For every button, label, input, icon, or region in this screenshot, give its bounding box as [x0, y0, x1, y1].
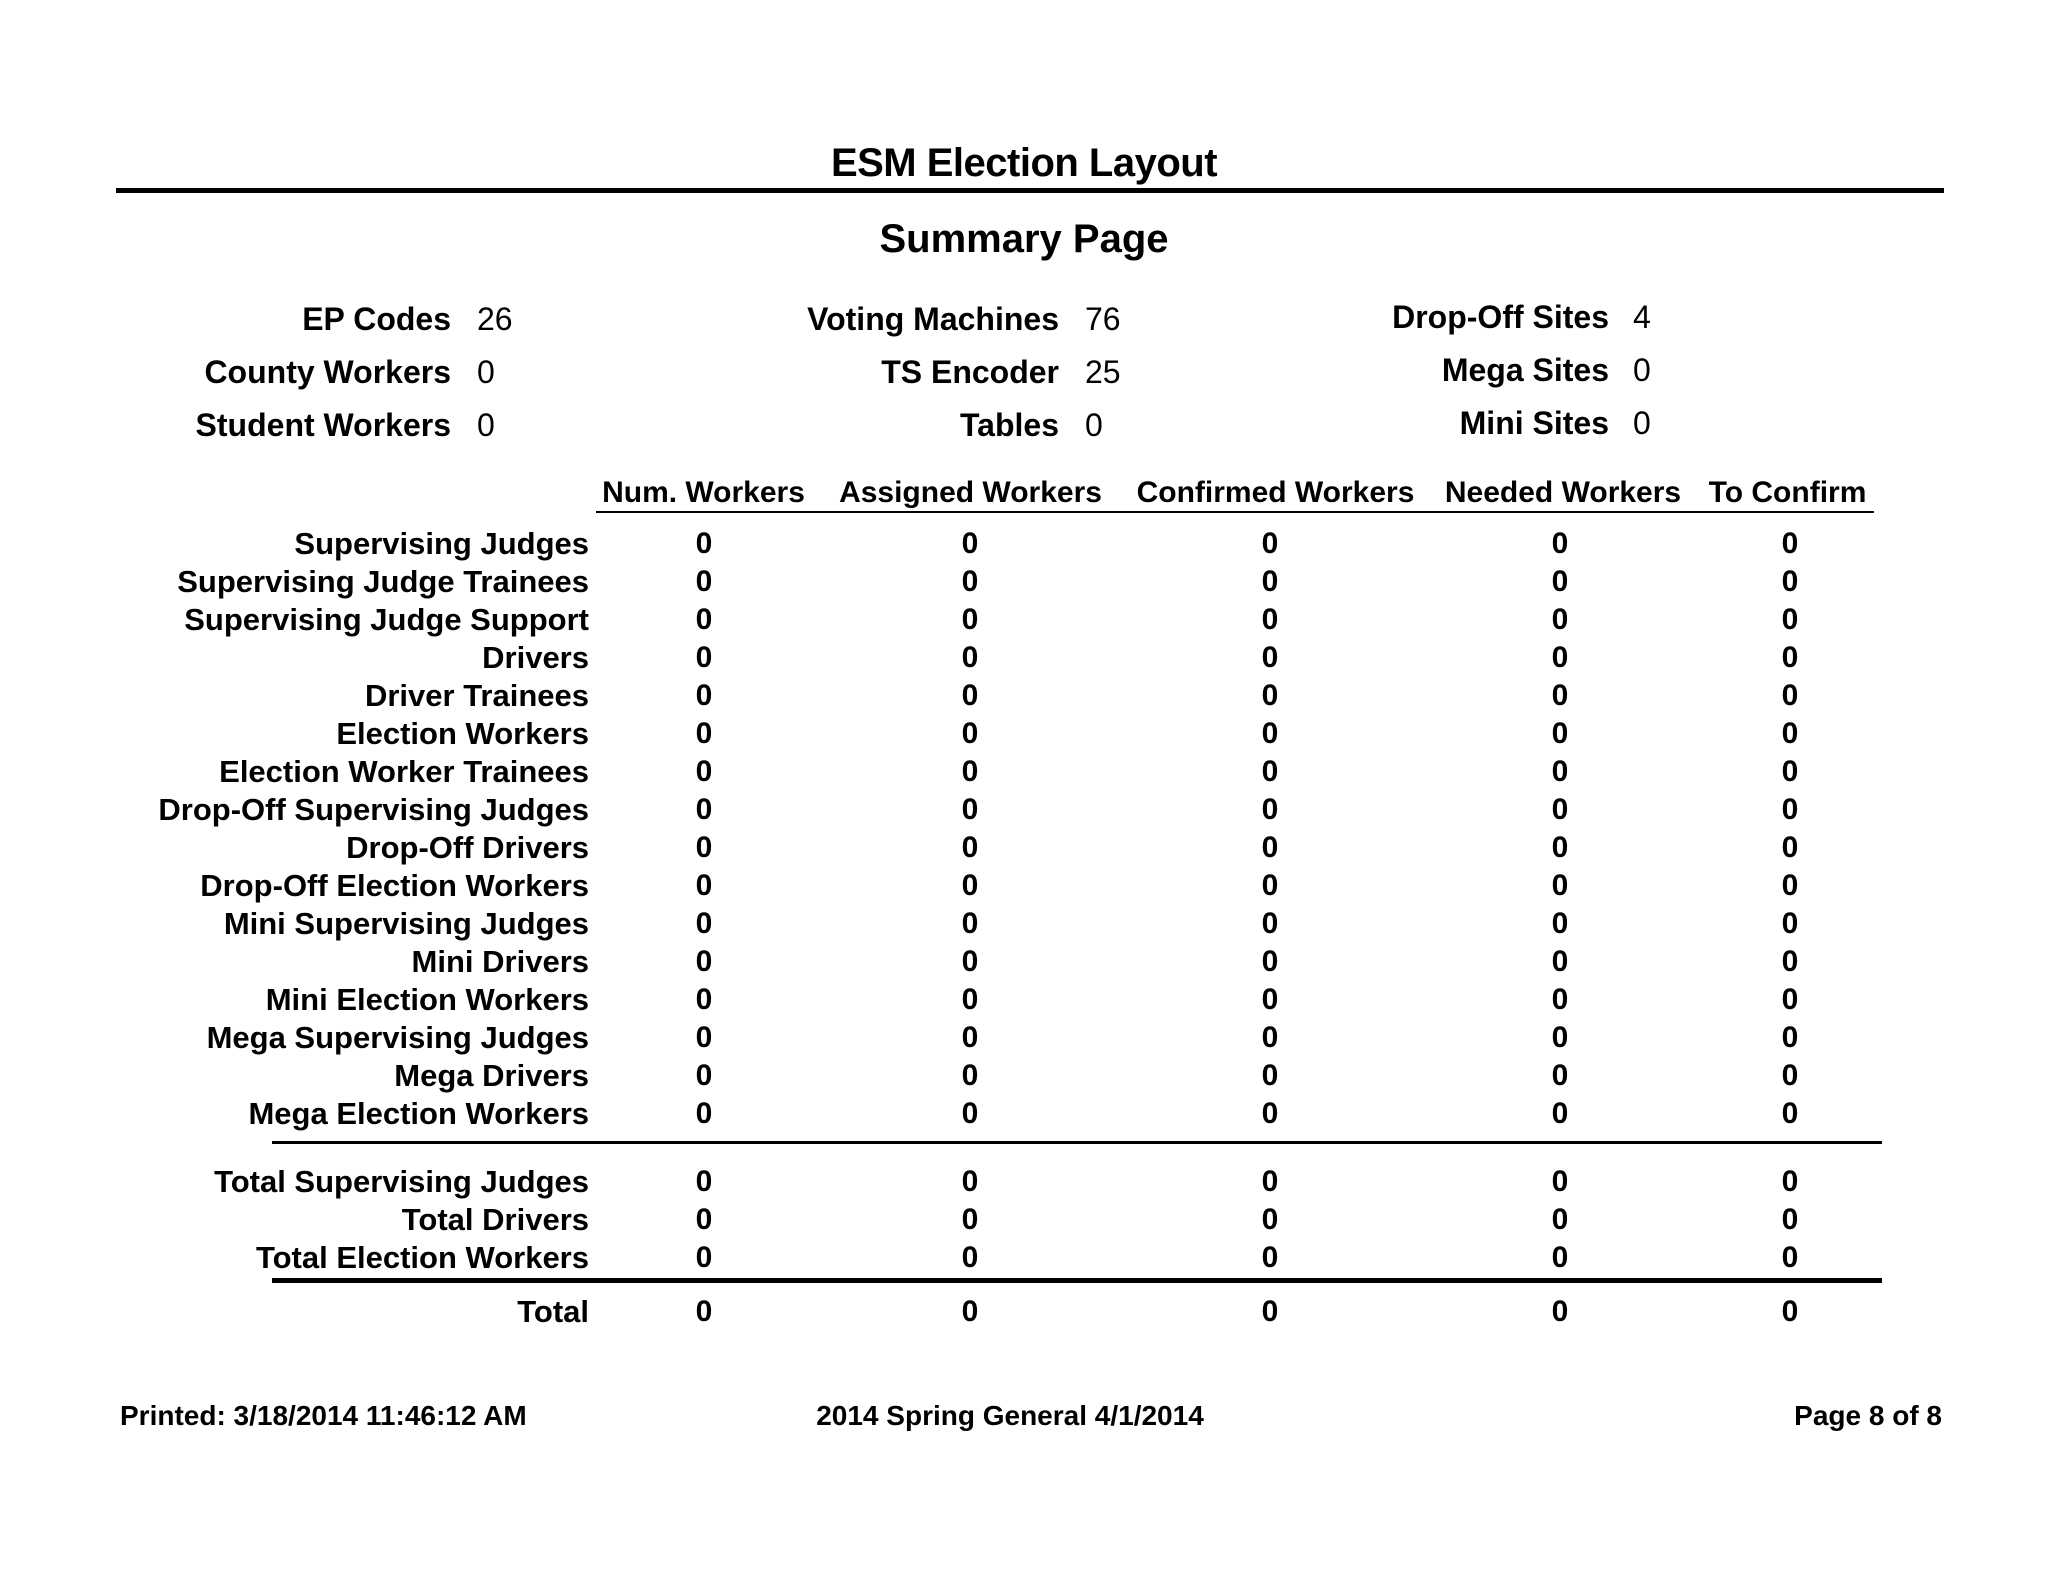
stat-label-mini-sites: Mini Sites [1459, 405, 1609, 441]
rows-cell: 0 [961, 907, 979, 940]
totals-cell: 0 [1551, 1203, 1569, 1236]
rows-cell: 0 [961, 641, 979, 674]
rows-label: Mega Election Workers [248, 1096, 589, 1131]
rows-cell: 0 [1261, 679, 1279, 712]
rows-cell: 0 [1781, 527, 1799, 560]
grand-total-cell: 0 [695, 1295, 713, 1328]
rows-cell: 0 [961, 945, 979, 978]
totals-cell: 0 [1551, 1165, 1569, 1198]
rows-label: Supervising Judge Trainees [177, 564, 589, 599]
rows-cell: 0 [961, 793, 979, 826]
stat-value-county-workers: 0 [477, 354, 495, 390]
rows-cell: 0 [695, 717, 713, 750]
rows-cell: 0 [695, 603, 713, 636]
totals-label: Total Supervising Judges [214, 1164, 589, 1199]
rows-label: Mega Supervising Judges [206, 1020, 589, 1055]
rows-cell: 0 [1261, 983, 1279, 1016]
stat-value-ep-codes: 26 [477, 301, 513, 337]
rows-label: Supervising Judge Support [184, 602, 589, 637]
rows-cell: 0 [1781, 603, 1799, 636]
stat-value-student-workers: 0 [477, 407, 495, 443]
totals-separator [272, 1141, 1882, 1144]
rows-cell: 0 [1551, 793, 1569, 826]
rows-cell: 0 [1551, 641, 1569, 674]
rows-cell: 0 [1261, 793, 1279, 826]
stat-value-tables: 0 [1085, 407, 1103, 443]
rows-cell: 0 [961, 1021, 979, 1054]
stat-label-drop-off-sites: Drop-Off Sites [1392, 299, 1609, 335]
rows-cell: 0 [1781, 1021, 1799, 1054]
stat-value-voting-machines: 76 [1085, 301, 1121, 337]
totals-cell: 0 [961, 1165, 979, 1198]
rows-cell: 0 [695, 679, 713, 712]
column-header-needed-workers: Needed Workers [1444, 476, 1682, 509]
rows-label: Mini Supervising Judges [223, 906, 589, 941]
rows-cell: 0 [1781, 1059, 1799, 1092]
header-rule [596, 511, 1874, 513]
rows-cell: 0 [1551, 1021, 1569, 1054]
rows-cell: 0 [961, 755, 979, 788]
grand-total-cell: 0 [961, 1295, 979, 1328]
rows-cell: 0 [695, 793, 713, 826]
totals-cell: 0 [961, 1241, 979, 1274]
rows-cell: 0 [1781, 1097, 1799, 1130]
rows-cell: 0 [695, 1097, 713, 1130]
rows-cell: 0 [1551, 1097, 1569, 1130]
rows-cell: 0 [1551, 869, 1569, 902]
totals-label: Total Drivers [401, 1202, 589, 1237]
rows-cell: 0 [1551, 527, 1569, 560]
rows-cell: 0 [1261, 869, 1279, 902]
rows-cell: 0 [695, 907, 713, 940]
totals-cell: 0 [1781, 1203, 1799, 1236]
column-header-to-confirm: To Confirm [1708, 476, 1867, 509]
totals-cell: 0 [1781, 1165, 1799, 1198]
totals-cell: 0 [695, 1203, 713, 1236]
grand-total-cell: 0 [1551, 1295, 1569, 1328]
rows-cell: 0 [1781, 945, 1799, 978]
rows-label: Drop-Off Drivers [346, 830, 589, 865]
rows-cell: 0 [695, 565, 713, 598]
printed-timestamp: Printed: 3/18/2014 11:46:12 AM [120, 1400, 527, 1431]
election-name: 2014 Spring General 4/1/2014 [816, 1400, 1204, 1431]
rows-cell: 0 [961, 983, 979, 1016]
rows-cell: 0 [1551, 717, 1569, 750]
stat-label-ep-codes: EP Codes [302, 301, 451, 337]
rows-cell: 0 [1261, 717, 1279, 750]
rows-label: Mini Drivers [411, 944, 589, 979]
rows-cell: 0 [1261, 565, 1279, 598]
rows-label: Drop-Off Supervising Judges [158, 792, 589, 827]
rows-cell: 0 [961, 869, 979, 902]
rows-cell: 0 [961, 717, 979, 750]
rows-cell: 0 [695, 1059, 713, 1092]
rows-cell: 0 [1781, 641, 1799, 674]
stat-label-county-workers: County Workers [204, 354, 451, 390]
rows-cell: 0 [1781, 679, 1799, 712]
rows-cell: 0 [695, 755, 713, 788]
rows-cell: 0 [1261, 603, 1279, 636]
totals-label: Total Election Workers [255, 1240, 589, 1275]
rows-cell: 0 [1261, 1021, 1279, 1054]
rows-cell: 0 [1551, 565, 1569, 598]
totals-cell: 0 [1261, 1241, 1279, 1274]
rows-label: Mini Election Workers [265, 982, 589, 1017]
rows-cell: 0 [1781, 983, 1799, 1016]
rows-cell: 0 [961, 527, 979, 560]
totals-cell: 0 [1781, 1241, 1799, 1274]
rows-cell: 0 [1261, 945, 1279, 978]
rows-cell: 0 [1551, 679, 1569, 712]
rows-cell: 0 [961, 679, 979, 712]
rows-label: Election Worker Trainees [219, 754, 589, 789]
rows-cell: 0 [695, 869, 713, 902]
rows-cell: 0 [695, 945, 713, 978]
rows-cell: 0 [1261, 831, 1279, 864]
rows-cell: 0 [1261, 907, 1279, 940]
grand-total-cell: 0 [1781, 1295, 1799, 1328]
rows-cell: 0 [695, 831, 713, 864]
stat-value-drop-off-sites: 4 [1633, 299, 1651, 335]
stat-label-mega-sites: Mega Sites [1441, 352, 1609, 388]
column-header-num-workers: Num. Workers [602, 476, 805, 509]
totals-cell: 0 [695, 1165, 713, 1198]
rows-cell: 0 [961, 1097, 979, 1130]
title-rule [116, 188, 1944, 193]
stat-label-student-workers: Student Workers [195, 407, 451, 443]
rows-cell: 0 [1261, 1059, 1279, 1092]
rows-cell: 0 [1551, 983, 1569, 1016]
report-title: ESM Election Layout [830, 141, 1218, 185]
rows-cell: 0 [1551, 907, 1569, 940]
rows-cell: 0 [1261, 527, 1279, 560]
rows-cell: 0 [1781, 831, 1799, 864]
column-header-confirmed-workers: Confirmed Workers [1136, 476, 1415, 509]
totals-cell: 0 [961, 1203, 979, 1236]
rows-cell: 0 [695, 527, 713, 560]
page-number: Page 8 of 8 [1794, 1400, 1942, 1431]
rows-cell: 0 [695, 983, 713, 1016]
stat-value-mega-sites: 0 [1633, 352, 1651, 388]
stat-value-ts-encoder: 25 [1085, 354, 1121, 390]
grand-total-separator [272, 1278, 1882, 1283]
grand-total-label: Total [517, 1294, 589, 1329]
rows-cell: 0 [1551, 755, 1569, 788]
rows-cell: 0 [695, 1021, 713, 1054]
rows-cell: 0 [1781, 793, 1799, 826]
rows-label: Drivers [482, 640, 589, 675]
rows-cell: 0 [1781, 565, 1799, 598]
stat-label-tables: Tables [960, 407, 1059, 443]
rows-cell: 0 [1261, 1097, 1279, 1130]
rows-cell: 0 [1781, 717, 1799, 750]
rows-label: Supervising Judges [294, 526, 589, 561]
rows-label: Election Workers [336, 716, 589, 751]
totals-cell: 0 [1261, 1165, 1279, 1198]
rows-cell: 0 [1261, 641, 1279, 674]
page-subtitle: Summary Page [879, 217, 1169, 261]
rows-label: Driver Trainees [364, 678, 589, 713]
rows-cell: 0 [1551, 603, 1569, 636]
rows-cell: 0 [961, 831, 979, 864]
grand-total-cell: 0 [1261, 1295, 1279, 1328]
rows-cell: 0 [1551, 831, 1569, 864]
rows-label: Mega Drivers [394, 1058, 589, 1093]
rows-cell: 0 [961, 603, 979, 636]
rows-cell: 0 [961, 565, 979, 598]
column-header-assigned-workers: Assigned Workers [839, 476, 1102, 509]
totals-cell: 0 [1551, 1241, 1569, 1274]
rows-cell: 0 [961, 1059, 979, 1092]
rows-cell: 0 [695, 641, 713, 674]
rows-cell: 0 [1551, 1059, 1569, 1092]
stat-value-mini-sites: 0 [1633, 405, 1651, 441]
rows-cell: 0 [1551, 945, 1569, 978]
rows-cell: 0 [1781, 869, 1799, 902]
stat-label-ts-encoder: TS Encoder [881, 354, 1059, 390]
rows-cell: 0 [1261, 755, 1279, 788]
rows-cell: 0 [1781, 907, 1799, 940]
rows-label: Drop-Off Election Workers [200, 868, 589, 903]
stat-label-voting-machines: Voting Machines [807, 301, 1059, 337]
rows-cell: 0 [1781, 755, 1799, 788]
totals-cell: 0 [1261, 1203, 1279, 1236]
totals-cell: 0 [695, 1241, 713, 1274]
